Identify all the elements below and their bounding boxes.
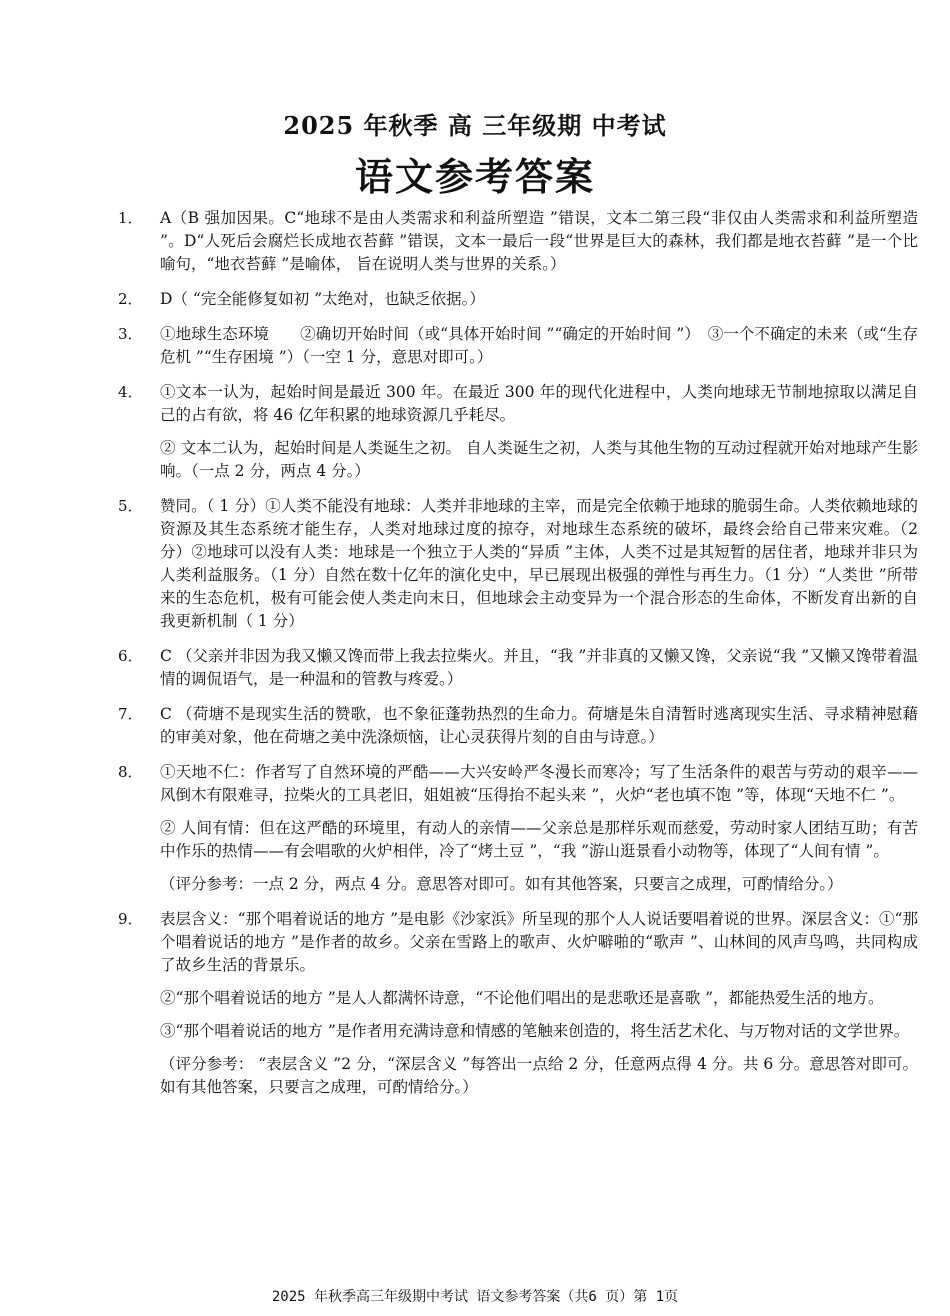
answer-text: C （荷塘不是现实生活的赞歌，也不象征蓬勃热烈的生命力。荷塘是朱自清暂时逃离现实生活、寻求精神慰藉的审美对象，他在荷塘之美中洗涤烦恼，让心灵获得片刻的自由与诗意。） <box>160 705 918 746</box>
answer-item <box>118 323 918 369</box>
answer-text: A（B 强加因果。C“地球不是由人类需求和利益所塑造 ”错误，文本二第三段“非仅由人类需求和利益所塑造 ”。D“人死后会腐烂长成地衣苔藓 ”错误，文本一最后一段“世界是巨大的森林，我们都是地衣苔藓 ”是一个比喻句，“地衣苔藓 ”是喻体， 旨在说明人类与世界的关系。） <box>160 209 918 273</box>
answer-number: 8． <box>118 763 143 781</box>
scoring-note: （评分参考： “表层含义 ”2 分，“深层含义 ”每答出一点给 2 分，任意两点得 4 分。共 6 分。意思答对即可。如有其他答案，只要言之成理，可酌情给分。） <box>160 1055 918 1096</box>
answer-number: 2． <box>118 290 143 308</box>
answer-item <box>118 207 918 276</box>
answer-list <box>118 207 918 1111</box>
answer-text: ③“那个唱着说话的地方 ”是作者用充满诗意和情感的笔触来创造的，将生活艺术化、与万物对话的文学世界。 <box>160 1022 910 1040</box>
answer-text: ② 人间有情：但在这严酷的环境里，有动人的亲情——父亲总是那样乐观而慈爱，劳动时家人团结互助；有苦中作乐的热情——有会唱歌的火炉相伴，冷了“烤土豆 ”，“我 ”游山逛景看小动物等，体现了“人间有情 ”。 <box>160 819 918 860</box>
document-title: 语文参考答案 <box>354 154 595 199</box>
answer-text: ②“那个唱着说话的地方 ”是人人都满怀诗意，“不论他们唱出的是悲歌还是喜歌 ”，都能热爱生活的地方。 <box>160 989 884 1007</box>
page-footer: 2025 年秋季高三年级期中考试 语文参考答案（共6 页）第 1页 <box>271 1289 679 1305</box>
answer-number: 1． <box>118 209 143 227</box>
answer-item <box>118 908 918 1099</box>
answer-text: D（ “完全能修复如初 ”太绝对，也缺乏依据。） <box>160 290 485 308</box>
answer-number: 7． <box>118 705 143 723</box>
answer-text: ② 文本二认为，起始时间是人类诞生之初。 自人类诞生之初，人类与其他生物的互动过程就开始对地球产生影响。（一点 2 分，两点 4 分。） <box>160 439 918 480</box>
answer-text: ①文本一认为，起始时间是最近 300 年。在最近 300 年的现代化进程中，人类向地球无节制地掠取以满足自己的占有欲，将 46 亿年积累的地球资源几乎耗尽。 <box>160 383 918 424</box>
exam-title: 2025 年秋季 高 三年级期 中考试 <box>283 111 667 140</box>
answer-text: C （父亲并非因为我又懒又馋而带上我去拉柴火。并且，“我 ”并非真的又懒又馋，父亲说“我 ”又懒又馋带着温情的调侃语气，是一种温和的管教与疼爱。） <box>160 647 918 688</box>
answer-text: ①地球生态环境 ②确切开始时间（或“具体开始时间 ”“确定的开始时间 ”） ③一个不确定的未来（或“生存危机 ”“生存困境 ”）（一空 1 分，意思对即可。） <box>160 325 918 366</box>
answer-item <box>118 381 918 483</box>
answer-number: 6． <box>118 647 143 665</box>
answer-number: 4． <box>118 383 143 401</box>
answer-number: 9． <box>118 910 143 928</box>
answer-text: 表层含义：“那个唱着说话的地方 ”是电影《沙家浜》所呈现的那个人人说话要唱着说的世界。深层含义：①“那个唱着说话的地方 ”是作者的故乡。父亲在雪路上的歌声、火炉噼啪的“歌声 ”、山林间的风声鸟鸣，共同构成了故乡生活的背景乐。 <box>160 910 918 974</box>
answer-item <box>118 288 918 311</box>
answer-number: 5． <box>118 497 143 515</box>
answer-text: 赞同。（ 1 分）①人类不能没有地球：人类并非地球的主宰，而是完全依赖于地球的脆弱生命。人类依赖地球的资源及其生态系统才能生存，人类对地球过度的掠夺，对地球生态系统的破坏，最终会给自己带来灾难。（2 分）②地球可以没有人类：地球是一个独立于人类的“异质 ”主体，人类不过是其短暂的居住者，地球并非只为人类利益服务。（1 分）自然在数十亿年的演化史中，早已展现出极强的弹性与再生力。（1 分）“人类世 ”所带来的生态危机，极有可能会使人类走向末日，但地球会主动变异为一个混合形态的生命体，不断发育出新的自我更新机制（ 1 分） <box>160 497 918 630</box>
answer-item <box>118 761 918 896</box>
answer-item <box>118 495 918 633</box>
answer-text: ①天地不仁：作者写了自然环境的严酷——大兴安岭严冬漫长而寒冷；写了生活条件的艰苦与劳动的艰辛——风倒木有限难寻，拉柴火的工具老旧，姐姐被“压得抬不起头来 ”，火炉“老也填不饱 ”等，体现“天地不仁 ”。 <box>160 763 918 804</box>
answer-item <box>118 703 918 749</box>
scoring-note: （评分参考：一点 2 分，两点 4 分。意思答对即可。如有其他答案，只要言之成理，可酌情给分。） <box>160 875 843 893</box>
answer-number: 3． <box>118 325 143 343</box>
answer-item <box>118 645 918 691</box>
